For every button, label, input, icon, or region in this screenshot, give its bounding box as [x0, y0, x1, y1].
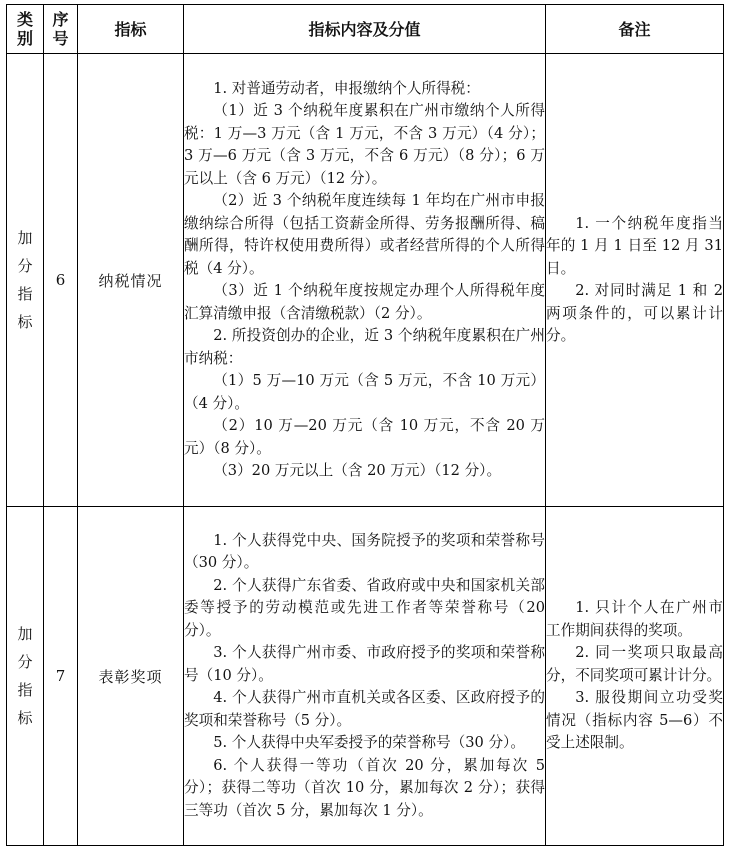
- content-item: （3）近 1 个纳税年度按规定办理个人所得税年度汇算清缴申报（含清缴税款）（2 分）。: [184, 282, 545, 322]
- remark-item: 1. 一个纳税年度指当年的 1 月 1 日至 12 月 31 日。: [546, 214, 723, 277]
- category-char: 分: [17, 653, 33, 671]
- remark-item: 2. 同一奖项只取最高分，不同奖项可累计计分。: [546, 644, 723, 684]
- serial-cell: 7: [44, 507, 78, 846]
- serial-cell: 6: [44, 54, 78, 507]
- content-item: 3. 个人获得广州市委、市政府授予的奖项和荣誉称号（10 分）。: [184, 644, 545, 684]
- content-item: 1. 个人获得党中央、国务院授予的奖项和荣誉称号（30 分）。: [184, 531, 545, 572]
- remark-item: 2. 对同时满足 1 和 2 两项条件的，可以累计计分。: [546, 282, 723, 344]
- category-char: 标: [17, 709, 33, 727]
- content-item: 6. 个人获得一等功（首次 20 分，累加每次 5 分）；获得二等功（首次 10 分，累加每次 2 分）；获得三等功（首次 5 分，累加每次 1 分）。: [184, 756, 545, 819]
- content-item: （2）10 万—20 万元（含 10 万元，不含 20 万元）（8 分）。: [184, 417, 545, 457]
- content-item: （3）20 万元以上（含 20 万元）（12 分）。: [213, 462, 502, 479]
- remarks-cell: [546, 507, 724, 846]
- category-char: 指: [17, 681, 33, 699]
- scoring-table: [6, 4, 724, 846]
- content-item: （1）近 3 个纳税年度累积在广州市缴纳个人所得税：1 万—3 万元（含 1 万元，不含 3 万元）（4 分）；3 万—6 万元（含 3 万元，不含 6 万元）（8 分）；6 万元以上（含 6 万元）（12 分）。: [184, 102, 545, 187]
- indicator-cell: 表彰奖项: [78, 507, 184, 846]
- header-indicator: 指标: [78, 5, 184, 54]
- header-category-line-1: 类: [16, 10, 33, 29]
- content-item: 2. 所投资创办的企业，近 3 个纳税年度累积在广州市纳税：: [184, 327, 545, 367]
- indicator-cell: 纳税情况: [78, 54, 184, 507]
- header-serial-line-1: 序: [52, 10, 69, 29]
- category-cell: [7, 507, 44, 846]
- header-category: [7, 5, 44, 54]
- content-item: （2）近 3 个纳税年度连续每 1 年均在广州市申报缴纳综合所得（包括工资薪金所得、劳务报酬所得、稿酬所得，特许权使用费所得）或者经营所得的个人所得税（4 分）。: [184, 192, 545, 277]
- remark-item: 3. 服役期间立功受奖情况（指标内容 5—6）不受上述限制。: [546, 689, 723, 752]
- header-serial: [44, 5, 78, 54]
- category-cell: [7, 54, 44, 507]
- content-item: 2. 个人获得广东省委、省政府或中央和国家机关部委等授予的劳动模范或先进工作者等荣誉称号（20 分）。: [184, 576, 545, 639]
- content-cell: [184, 54, 546, 507]
- category-char: 加: [17, 229, 33, 247]
- category-char: 标: [17, 313, 33, 331]
- content-item: 5. 个人获得中央军委授予的荣誉称号（30 分）。: [213, 734, 525, 752]
- header-remarks: 备注: [546, 5, 724, 54]
- remarks-cell: [546, 54, 724, 507]
- category-char: 分: [17, 257, 33, 275]
- header-row: [7, 5, 724, 54]
- category-char: 指: [17, 285, 33, 303]
- table-row-6: [7, 54, 724, 507]
- content-item: 1. 对普通劳动者，申报缴纳个人所得税：: [213, 79, 480, 97]
- content-item: 4. 个人获得广州市直机关或各区委、区政府授予的奖项和荣誉称号（5 分）。: [184, 689, 545, 729]
- content-item: （1）5 万—10 万元（含 5 万元，不含 10 万元）（4 分）。: [184, 372, 545, 412]
- table-row-7: [7, 507, 724, 846]
- remark-item: 1. 只计个人在广州市工作期间获得的奖项。: [546, 599, 723, 639]
- header-content: 指标内容及分值: [184, 5, 546, 54]
- content-cell: [184, 507, 546, 846]
- category-char: 加: [17, 625, 33, 643]
- header-category-line-2: 别: [16, 29, 33, 48]
- header-serial-line-2: 号: [52, 29, 69, 48]
